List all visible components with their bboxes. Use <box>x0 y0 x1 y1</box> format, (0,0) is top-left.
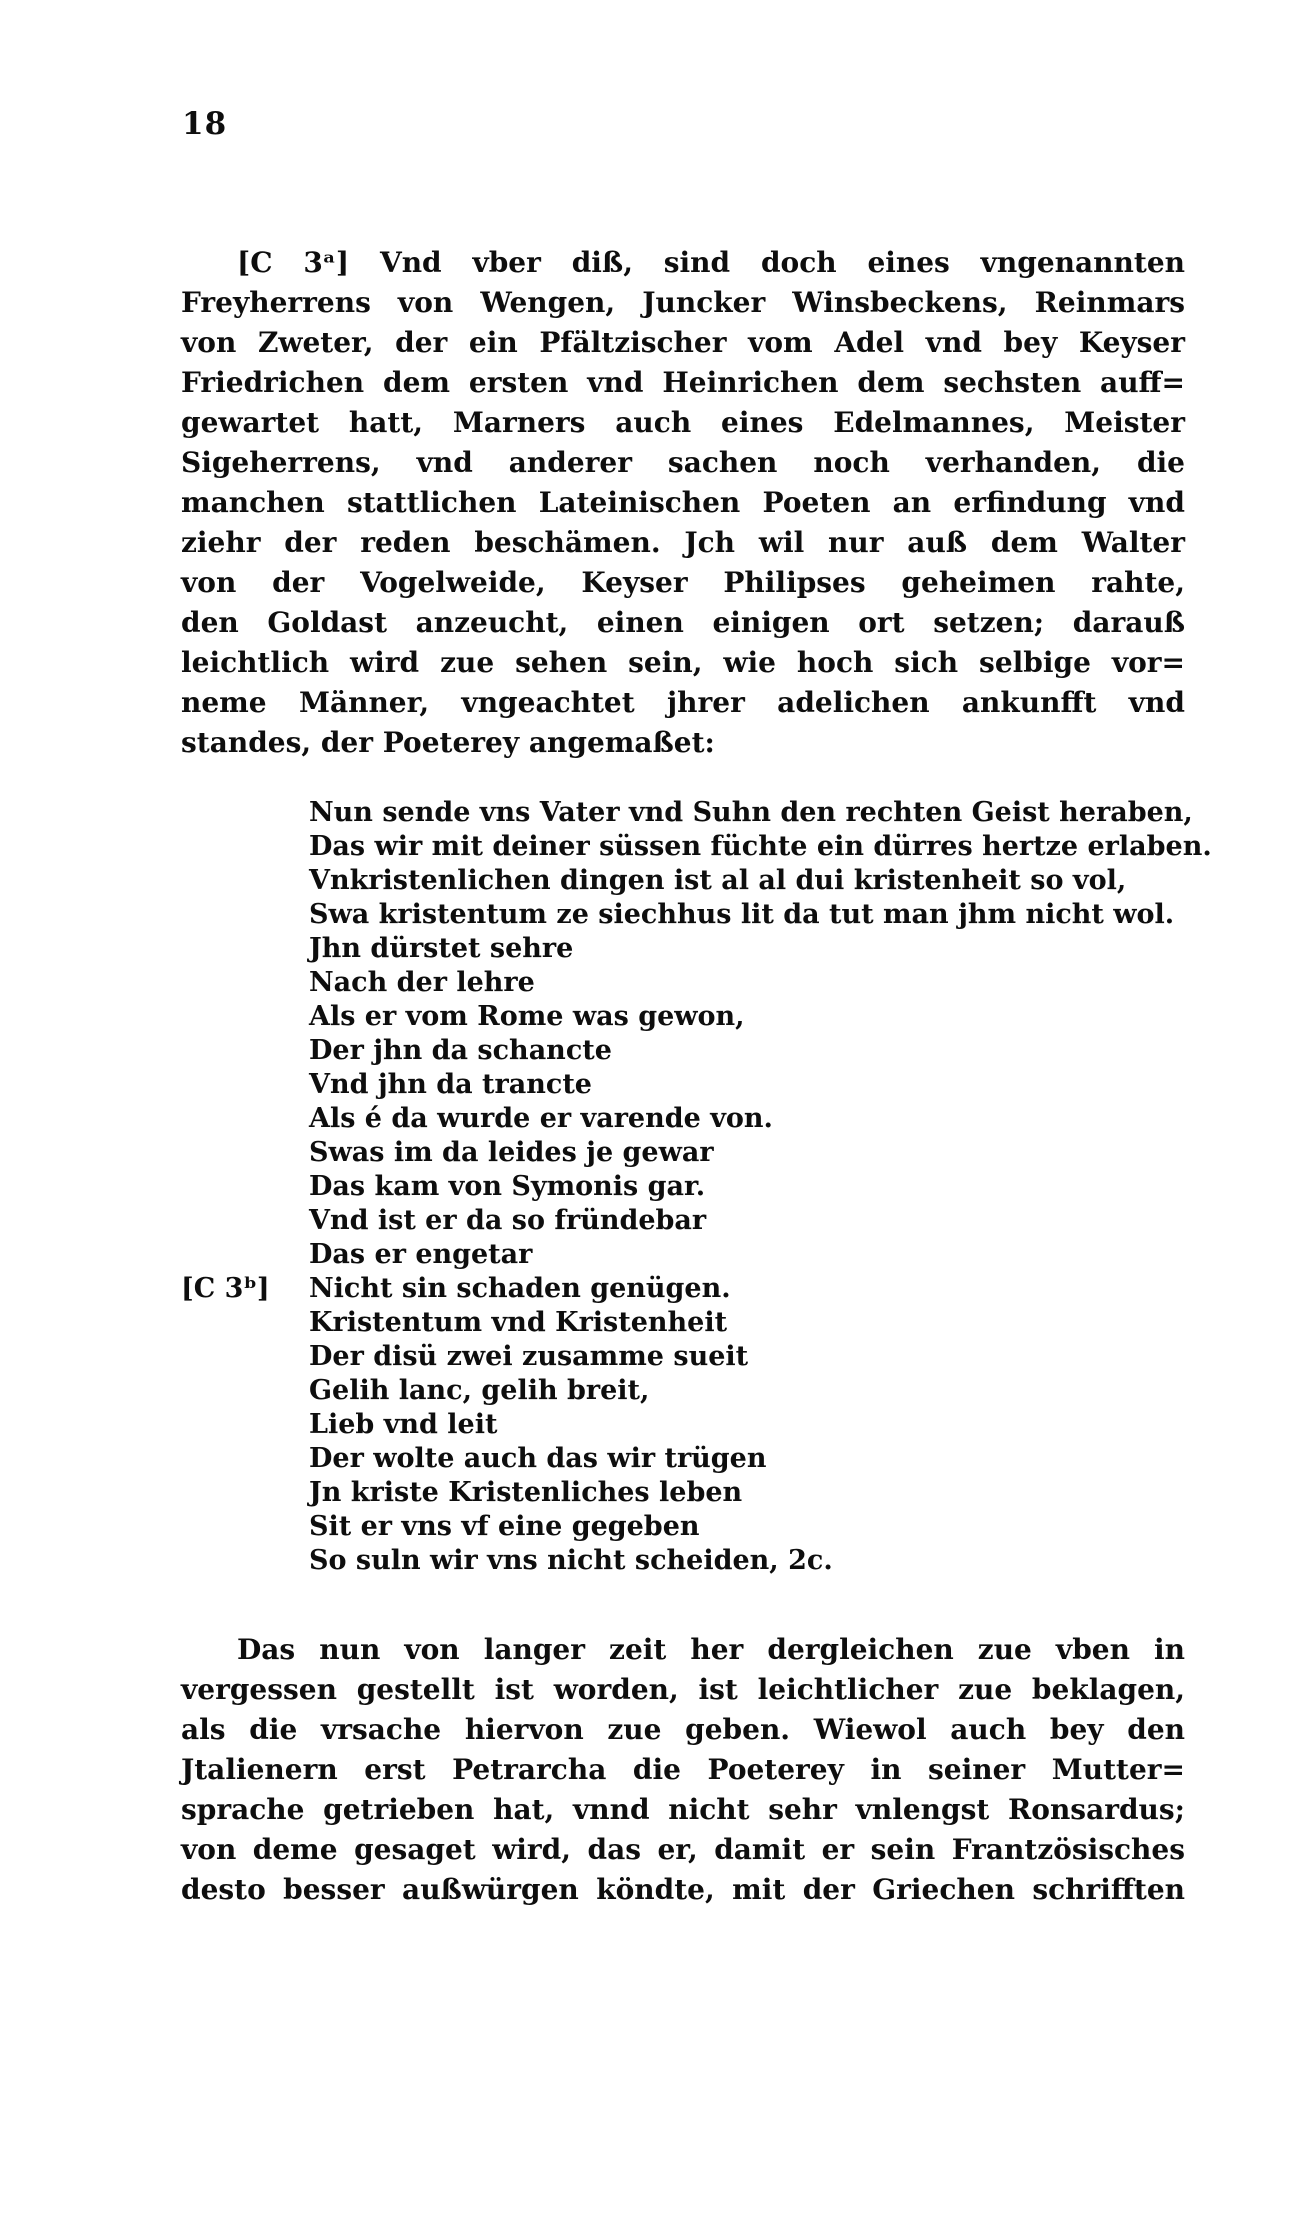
text-line: Das nun von langer zeit her dergleichen zue vben in <box>237 1633 1185 1666</box>
text-line: von Zweter, der ein Pfältzischer vom Adel vnd bey Keyser <box>181 326 1185 359</box>
text-line: Jtalienern erst Petrarcha die Poeterey in seiner Mutter= <box>181 1753 1185 1786</box>
text-line: Gelih lanc, gelih breit, <box>309 1375 650 1406</box>
text-line: den Goldast anzeucht, einen einigen ort setzen; darauß <box>181 606 1185 639</box>
text-line: Nach der lehre <box>309 967 535 998</box>
text-line: Lieb vnd leit <box>309 1409 498 1440</box>
text-line: Der jhn da schancte <box>309 1035 612 1066</box>
text-line: sprache getrieben hat, vnnd nicht sehr vnlengst Ronsardus; <box>181 1793 1185 1826</box>
text-line: Swa kristentum ze siechhus lit da tut man jhm nicht wol. <box>309 899 1175 930</box>
text-line: von deme gesaget wird, das er, damit er sein Frantzösisches <box>181 1833 1185 1866</box>
text-line: standes, der Poeterey angemaßet: <box>181 726 715 759</box>
text-line: Jhn dürstet sehre <box>309 933 574 964</box>
text-line: ziehr der reden beschämen. Jch wil nur auß dem Walter <box>181 526 1185 559</box>
text-line: manchen stattlichen Lateinischen Poeten an erfindung vnd <box>181 486 1185 519</box>
text-line: So suln wir vns nicht scheiden, 2c. <box>309 1545 833 1576</box>
paragraph-closing <box>181 1630 1185 1910</box>
text-line: Sit er vns vf eine gegeben <box>309 1511 700 1542</box>
text-line: neme Männer, vngeachtet jhrer adelichen ankunfft vnd <box>181 686 1185 719</box>
text-block <box>181 243 1212 1910</box>
text-line: Als er vom Rome was gewon, <box>309 1001 745 1032</box>
text-line: Freyherrens von Wengen, Juncker Winsbeckens, Reinmars <box>181 286 1185 319</box>
verse-quotation <box>181 796 1212 1578</box>
text-line: Jn kriste Kristenliches leben <box>309 1477 743 1508</box>
text-line: Vnd ist er da so fründebar <box>309 1205 707 1236</box>
text-line: Der disü zwei zusamme sueit <box>309 1341 749 1372</box>
text-line: Das kam von Symonis gar. <box>309 1171 706 1202</box>
page-number: 18 <box>182 106 228 142</box>
text-line: Kristentum vnd Kristenheit <box>309 1307 728 1338</box>
text-line: Als é da wurde er varende von. <box>309 1103 773 1134</box>
text-line: von der Vogelweide, Keyser Philipses geheimen rahte, <box>181 566 1185 599</box>
text-line: als die vrsache hiervon zue geben. Wiewol auch bey den <box>181 1713 1185 1746</box>
text-line: Vnd jhn da trancte <box>309 1069 592 1100</box>
text-line: vergessen gestellt ist worden, ist leichtlicher zue beklagen, <box>181 1673 1185 1706</box>
text-line: Sigeherrens, vnd anderer sachen noch verhanden, die <box>181 446 1185 479</box>
text-line: [C 3ᵃ] Vnd vber diß, sind doch eines vngenannten <box>237 246 1185 279</box>
text-line: Nun sende vns Vater vnd Suhn den rechten Geist heraben, <box>309 797 1193 828</box>
paragraph-opening <box>181 243 1185 763</box>
text-line: [C 3ᵇ] Nicht sin schaden genügen. <box>181 1273 731 1304</box>
gathering-signature: [C 3ᵇ] <box>181 1273 270 1304</box>
text-line: Swas im da leides je gewar <box>309 1137 714 1168</box>
text-line: Der wolte auch das wir trügen <box>309 1443 767 1474</box>
text-line: Friedrichen dem ersten vnd Heinrichen dem sechsten auff= <box>181 366 1185 399</box>
text-line: gewartet hatt, Marners auch eines Edelmannes, Meister <box>181 406 1185 439</box>
text-line: desto besser außwürgen köndte, mit der Griechen schrifften <box>181 1873 1185 1906</box>
text-line: leichtlich wird zue sehen sein, wie hoch sich selbige vor= <box>181 646 1185 679</box>
text-line: Das wir mit deiner süssen füchte ein dürres hertze erlaben. <box>309 831 1212 862</box>
text-line: Das er engetar <box>309 1239 533 1270</box>
text-line: Vnkristenlichen dingen ist al al dui kristenheit so vol, <box>309 865 1127 896</box>
